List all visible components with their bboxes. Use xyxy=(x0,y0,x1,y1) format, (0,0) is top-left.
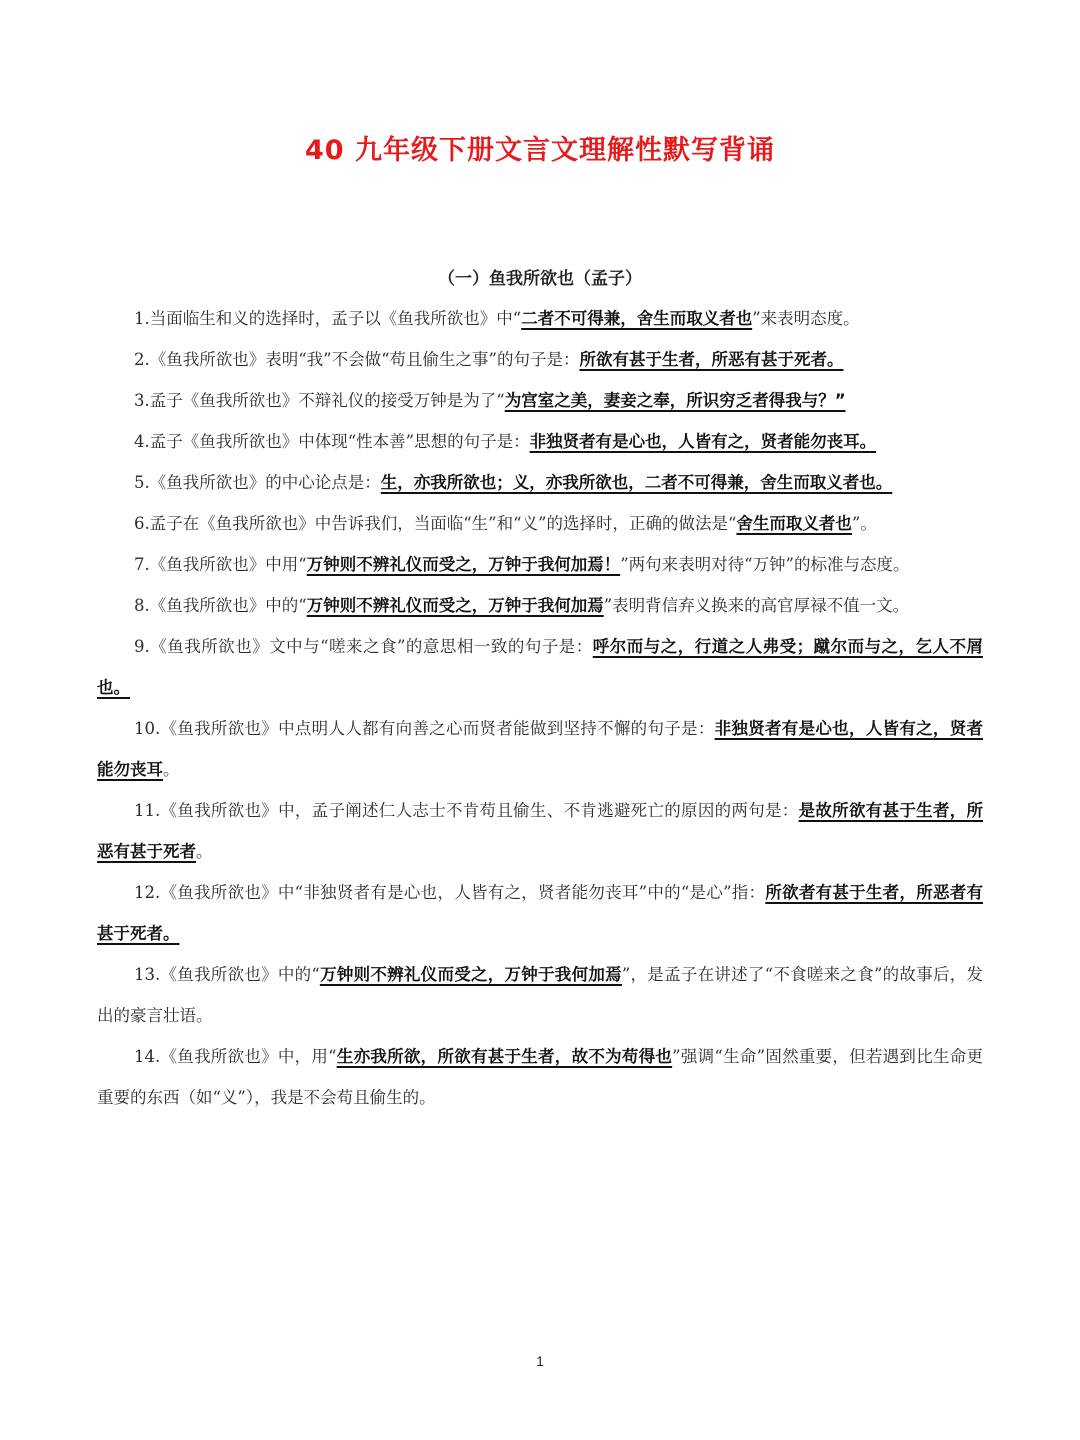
answer-text: 二者不可得兼，舍生而取义者也 xyxy=(521,309,753,328)
question-item xyxy=(97,503,983,544)
answer-text: 为宫室之美，妻妾之奉，所识穷乏者得我与？” xyxy=(504,391,846,410)
answer-text: 万钟则不辨礼仪而受之，万钟于我何加焉！ xyxy=(306,555,621,574)
question-text: 10.《鱼我所欲也》中点明人人都有向善之心而贤者能做到坚持不懈的句子是： xyxy=(134,719,715,738)
answer-text: 所欲者有甚于生者，所恶者有甚于死者。 xyxy=(97,883,984,943)
answer-text: 非独贤者有是心也，人皆有之，贤者能勿丧耳。 xyxy=(529,432,877,451)
answer-text: 万钟则不辨礼仪而受之，万钟于我何加焉 xyxy=(319,965,622,984)
question-list xyxy=(97,298,983,1118)
answer-text: 是故所欲有甚于生者，所恶有甚于死者 xyxy=(97,801,984,861)
question-text: 11.《鱼我所欲也》中，孟子阐述仁人志士不肯苟且偷生、不肯逃避死亡的原因的两句是： xyxy=(134,801,799,820)
answer-text: 生亦我所欲，所欲有甚于生者，故不为苟得也 xyxy=(336,1047,673,1066)
answer-text: 所欲有甚于生者，所恶有甚于死者。 xyxy=(579,350,844,369)
question-item xyxy=(97,872,983,954)
page-number: 1 xyxy=(536,1353,544,1369)
question-item xyxy=(97,626,983,708)
question-text-tail: ”。 xyxy=(851,514,877,533)
question-text: 3.孟子《鱼我所欲也》不辩礼仪的接受万钟是为了“ xyxy=(134,391,505,410)
question-text-tail: ”来表明态度。 xyxy=(752,309,860,328)
question-text-tail: ”两句来表明对待“万钟”的标准与态度。 xyxy=(620,555,910,574)
question-text: 8.《鱼我所欲也》中的“ xyxy=(134,596,307,615)
document-title: 40 九年级下册文言文理解性默写背诵 xyxy=(305,135,775,166)
question-text-tail: 。 xyxy=(163,760,180,779)
answer-text: 万钟则不辨礼仪而受之，万钟于我何加焉 xyxy=(306,596,604,615)
answer-text: 舍生而取义者也 xyxy=(736,514,852,533)
question-text: 5.《鱼我所欲也》的中心论点是： xyxy=(134,473,381,492)
question-text-tail: 。 xyxy=(196,842,213,861)
question-item xyxy=(97,585,983,626)
question-text-tail: ”强调“生命”固然重要，但若遇到比生命更重要的东西（如“义”），我是不会苟且偷生的。 xyxy=(97,1047,983,1107)
section-title: （一）鱼我所欲也（孟子） xyxy=(438,269,642,289)
question-text: 14.《鱼我所欲也》中，用“ xyxy=(134,1047,337,1066)
answer-text: 生，亦我所欲也；义，亦我所欲也，二者不可得兼，舍生而取义者也。 xyxy=(380,473,893,492)
question-item xyxy=(97,708,983,790)
question-item xyxy=(97,298,983,339)
question-text: 9.《鱼我所欲也》文中与“嗟来之食”的意思相一致的句子是： xyxy=(134,637,593,656)
question-text: 13.《鱼我所欲也》中的“ xyxy=(134,965,320,984)
question-item xyxy=(97,790,983,872)
question-item xyxy=(97,954,983,1036)
answer-text: 呼尔而与之，行道之人弗受；蹴尔而与之，乞人不屑也。 xyxy=(97,637,983,697)
question-item xyxy=(97,339,983,380)
question-item xyxy=(97,380,983,421)
question-text: 2.《鱼我所欲也》表明“我”不会做“苟且偷生之事”的句子是： xyxy=(134,350,580,369)
question-text: 4.孟子《鱼我所欲也》中体现“性本善”思想的句子是： xyxy=(134,432,530,451)
question-text-tail: ”，是孟子在讲述了“不食嗟来之食”的故事后，发出的豪言壮语。 xyxy=(97,965,983,1025)
question-item xyxy=(97,544,983,585)
question-text-tail: ”表明背信弃义换来的高官厚禄不值一文。 xyxy=(603,596,910,615)
question-item xyxy=(97,462,983,503)
question-text: 7.《鱼我所欲也》中用“ xyxy=(134,555,307,574)
question-text: 12.《鱼我所欲也》中“非独贤者有是心也，人皆有之，贤者能勿丧耳”中的“是心”指： xyxy=(134,883,766,902)
question-item xyxy=(97,1036,983,1118)
question-text: 6.孟子在《鱼我所欲也》中告诉我们，当面临“生”和“义”的选择时，正确的做法是“ xyxy=(134,514,737,533)
question-item xyxy=(97,421,983,462)
answer-text: 非独贤者有是心也，人皆有之，贤者能勿丧耳 xyxy=(97,719,984,779)
question-text: 1.当面临生和义的选择时，孟子以《鱼我所欲也》中“ xyxy=(134,309,522,328)
